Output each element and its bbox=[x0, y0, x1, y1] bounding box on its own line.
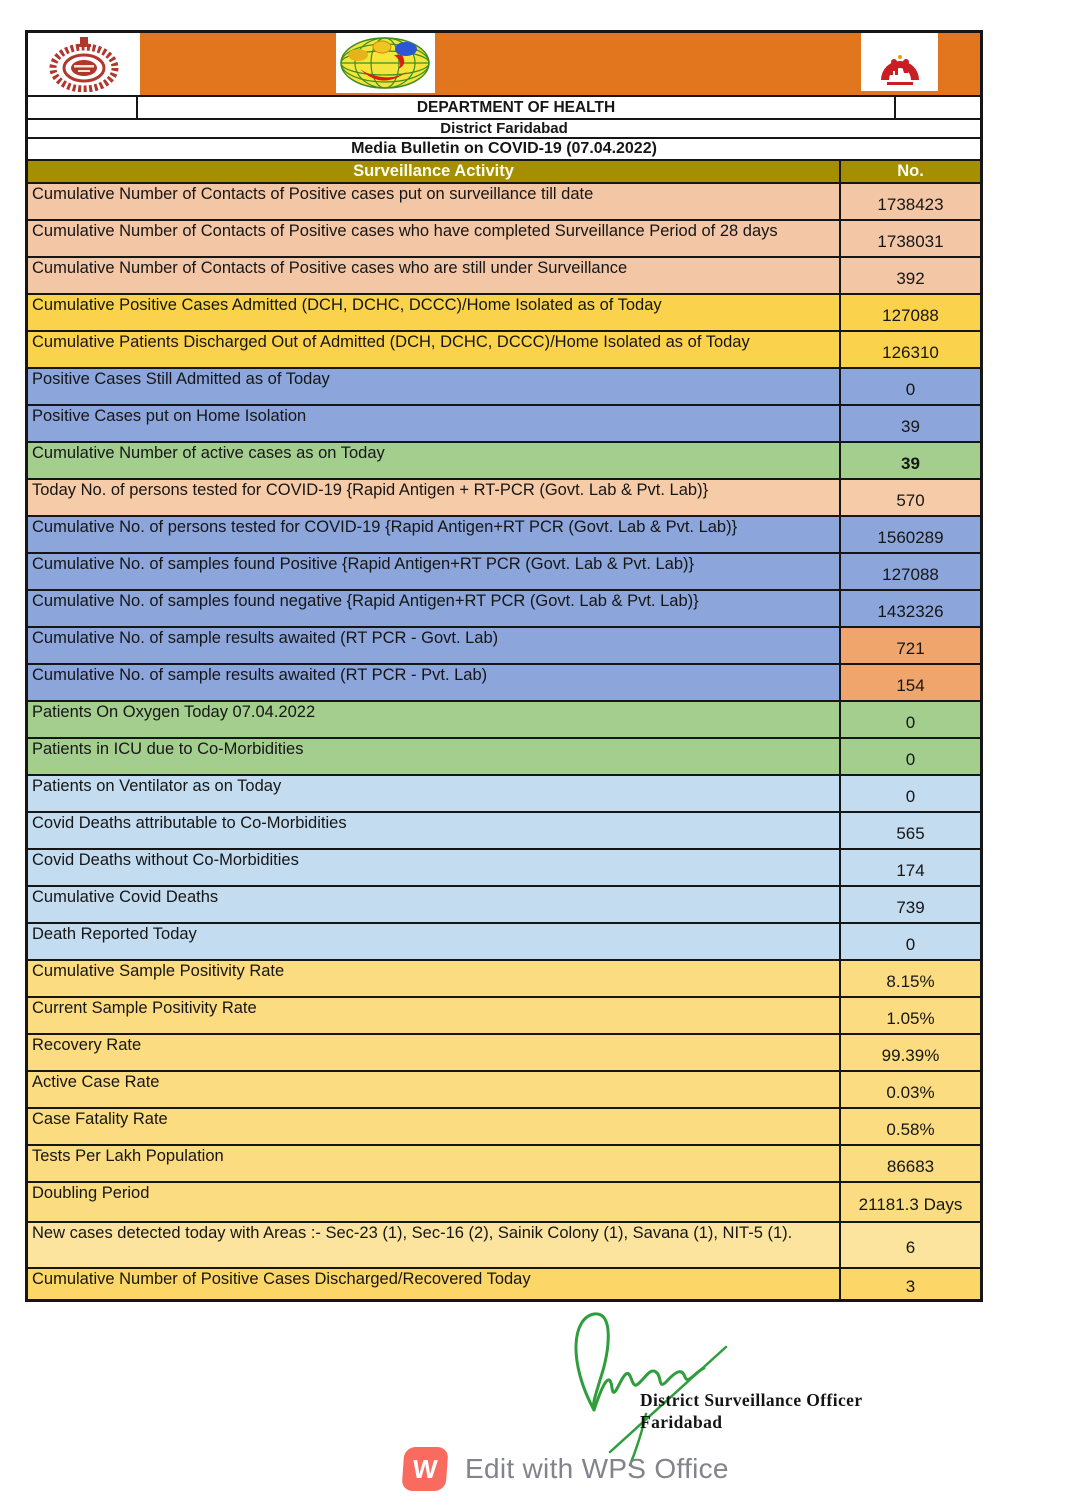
row-label: Cumulative No. of persons tested for COVID-19 {Rapid Antigen+RT PCR (Govt. Lab & Pvt. Lab)} bbox=[28, 517, 839, 552]
dept-row-right-cell bbox=[894, 97, 980, 118]
district-title: District Faridabad bbox=[28, 118, 980, 137]
table-row bbox=[28, 1181, 980, 1221]
row-label: Death Reported Today bbox=[28, 924, 839, 959]
row-label: Cumulative Number of active cases as on Today bbox=[28, 443, 839, 478]
row-value: 1.05% bbox=[839, 998, 980, 1033]
nhm-logo-box bbox=[861, 33, 938, 91]
table-row bbox=[28, 922, 980, 959]
row-value: 0 bbox=[839, 924, 980, 959]
table-row bbox=[28, 774, 980, 811]
row-label: Positive Cases put on Home Isolation bbox=[28, 406, 839, 441]
row-label: Doubling Period bbox=[28, 1183, 839, 1221]
table-row bbox=[28, 256, 980, 293]
row-label: Cumulative Number of Contacts of Positive cases who are still under Surveillance bbox=[28, 258, 839, 293]
table-row bbox=[28, 848, 980, 885]
row-label: New cases detected today with Areas :- Sec-23 (1), Sec-16 (2), Sainik Colony (1), Savana (1), NIT-5 (1). bbox=[28, 1223, 839, 1267]
row-label: Cumulative Patients Discharged Out of Admitted (DCH, DCHC, DCCC)/Home Isolated as of Today bbox=[28, 332, 839, 367]
table-row bbox=[28, 737, 980, 774]
department-title-row bbox=[28, 95, 980, 118]
table-row bbox=[28, 293, 980, 330]
row-value: 21181.3 Days bbox=[839, 1183, 980, 1221]
row-label: Case Fatality Rate bbox=[28, 1109, 839, 1144]
table-row bbox=[28, 182, 980, 219]
table-row bbox=[28, 1033, 980, 1070]
row-value: 174 bbox=[839, 850, 980, 885]
row-value: 0.03% bbox=[839, 1072, 980, 1107]
row-value: 1738423 bbox=[839, 184, 980, 219]
row-label: Tests Per Lakh Population bbox=[28, 1146, 839, 1181]
row-label: Patients On Oxygen Today 07.04.2022 bbox=[28, 702, 839, 737]
row-value: 39 bbox=[839, 443, 980, 478]
row-label: Current Sample Positivity Rate bbox=[28, 998, 839, 1033]
row-value: 3 bbox=[839, 1269, 980, 1299]
table-row bbox=[28, 663, 980, 700]
table-row bbox=[28, 478, 980, 515]
row-value: 1738031 bbox=[839, 221, 980, 256]
table-row bbox=[28, 404, 980, 441]
table-row bbox=[28, 1267, 980, 1299]
table-column-header bbox=[28, 159, 980, 182]
row-value: 570 bbox=[839, 480, 980, 515]
row-label: Cumulative No. of samples found Positive {Rapid Antigen+RT PCR (Govt. Lab & Pvt. Lab)} bbox=[28, 554, 839, 589]
table-row bbox=[28, 219, 980, 256]
row-value: 6 bbox=[839, 1223, 980, 1267]
row-value: 0.58% bbox=[839, 1109, 980, 1144]
row-label: Cumulative No. of sample results awaited (RT PCR - Govt. Lab) bbox=[28, 628, 839, 663]
national-health-mission-icon bbox=[871, 36, 929, 88]
row-label: Active Case Rate bbox=[28, 1072, 839, 1107]
row-value: 154 bbox=[839, 665, 980, 700]
row-label: Cumulative Covid Deaths bbox=[28, 887, 839, 922]
row-label: Cumulative Number of Contacts of Positive cases put on surveillance till date bbox=[28, 184, 839, 219]
row-label: Patients in ICU due to Co-Morbidities bbox=[28, 739, 839, 774]
table-row bbox=[28, 885, 980, 922]
row-value: 721 bbox=[839, 628, 980, 663]
row-value: 739 bbox=[839, 887, 980, 922]
row-label: Cumulative No. of samples found negative {Rapid Antigen+RT PCR (Govt. Lab & Pvt. Lab)} bbox=[28, 591, 839, 626]
wps-watermark[interactable] bbox=[403, 1447, 729, 1491]
row-value: 39 bbox=[839, 406, 980, 441]
table-row bbox=[28, 700, 980, 737]
header-banner bbox=[28, 33, 980, 95]
table-row bbox=[28, 367, 980, 404]
no-column-header: No. bbox=[839, 161, 980, 182]
row-value: 0 bbox=[839, 702, 980, 737]
table-row bbox=[28, 589, 980, 626]
row-value: 86683 bbox=[839, 1146, 980, 1181]
row-label: Covid Deaths without Co-Morbidities bbox=[28, 850, 839, 885]
row-value: 8.15% bbox=[839, 961, 980, 996]
wps-logo-icon: W bbox=[401, 1447, 448, 1491]
row-label: Cumulative No. of sample results awaited (RT PCR - Pvt. Lab) bbox=[28, 665, 839, 700]
row-label: Today No. of persons tested for COVID-19 {Rapid Antigen + RT-PCR (Govt. Lab & Pvt. Lab)} bbox=[28, 480, 839, 515]
table-row bbox=[28, 626, 980, 663]
department-title: DEPARTMENT OF HEALTH bbox=[416, 98, 616, 116]
table-row bbox=[28, 515, 980, 552]
row-label: Cumulative Number of Positive Cases Discharged/Recovered Today bbox=[28, 1269, 839, 1299]
covid-bulletin-table bbox=[25, 30, 983, 1302]
row-value: 126310 bbox=[839, 332, 980, 367]
row-label: Cumulative Number of Contacts of Positive cases who have completed Surveillance Period of 28 days bbox=[28, 221, 839, 256]
row-value: 0 bbox=[839, 739, 980, 774]
table-row bbox=[28, 1144, 980, 1181]
row-value: 0 bbox=[839, 369, 980, 404]
row-value: 99.39% bbox=[839, 1035, 980, 1070]
row-value: 1560289 bbox=[839, 517, 980, 552]
signature-scribble bbox=[548, 1302, 778, 1467]
dept-row-left-cell bbox=[28, 97, 138, 118]
table-row bbox=[28, 1221, 980, 1267]
table-row bbox=[28, 552, 980, 589]
table-row bbox=[28, 330, 980, 367]
surveillance-table-body bbox=[28, 182, 980, 1299]
signatory-title: District Surveillance Officer bbox=[640, 1390, 863, 1410]
row-label: Covid Deaths attributable to Co-Morbidities bbox=[28, 813, 839, 848]
table-row bbox=[28, 441, 980, 478]
row-value: 127088 bbox=[839, 295, 980, 330]
row-label: Recovery Rate bbox=[28, 1035, 839, 1070]
wps-watermark-text: Edit with WPS Office bbox=[465, 1453, 729, 1484]
row-value: 565 bbox=[839, 813, 980, 848]
row-value: 127088 bbox=[839, 554, 980, 589]
table-row bbox=[28, 959, 980, 996]
table-row bbox=[28, 1070, 980, 1107]
table-row bbox=[28, 1107, 980, 1144]
bulletin-title: Media Bulletin on COVID-19 (07.04.2022) bbox=[28, 137, 980, 159]
row-label: Positive Cases Still Admitted as of Today bbox=[28, 369, 839, 404]
signatory-place: Faridabad bbox=[640, 1412, 723, 1432]
row-label: Patients on Ventilator as on Today bbox=[28, 776, 839, 811]
row-value: 0 bbox=[839, 776, 980, 811]
haryana-government-emblem-icon bbox=[38, 36, 130, 92]
haryana-emblem-box bbox=[28, 33, 140, 95]
row-value: 392 bbox=[839, 258, 980, 293]
table-row bbox=[28, 811, 980, 848]
row-value: 1432326 bbox=[839, 591, 980, 626]
row-label: Cumulative Positive Cases Admitted (DCH, DCHC, DCCC)/Home Isolated as of Today bbox=[28, 295, 839, 330]
table-row bbox=[28, 996, 980, 1033]
surveillance-activity-header: Surveillance Activity bbox=[353, 162, 514, 180]
row-label: Cumulative Sample Positivity Rate bbox=[28, 961, 839, 996]
health-globe-icon bbox=[338, 35, 433, 91]
health-globe-box bbox=[336, 33, 435, 93]
